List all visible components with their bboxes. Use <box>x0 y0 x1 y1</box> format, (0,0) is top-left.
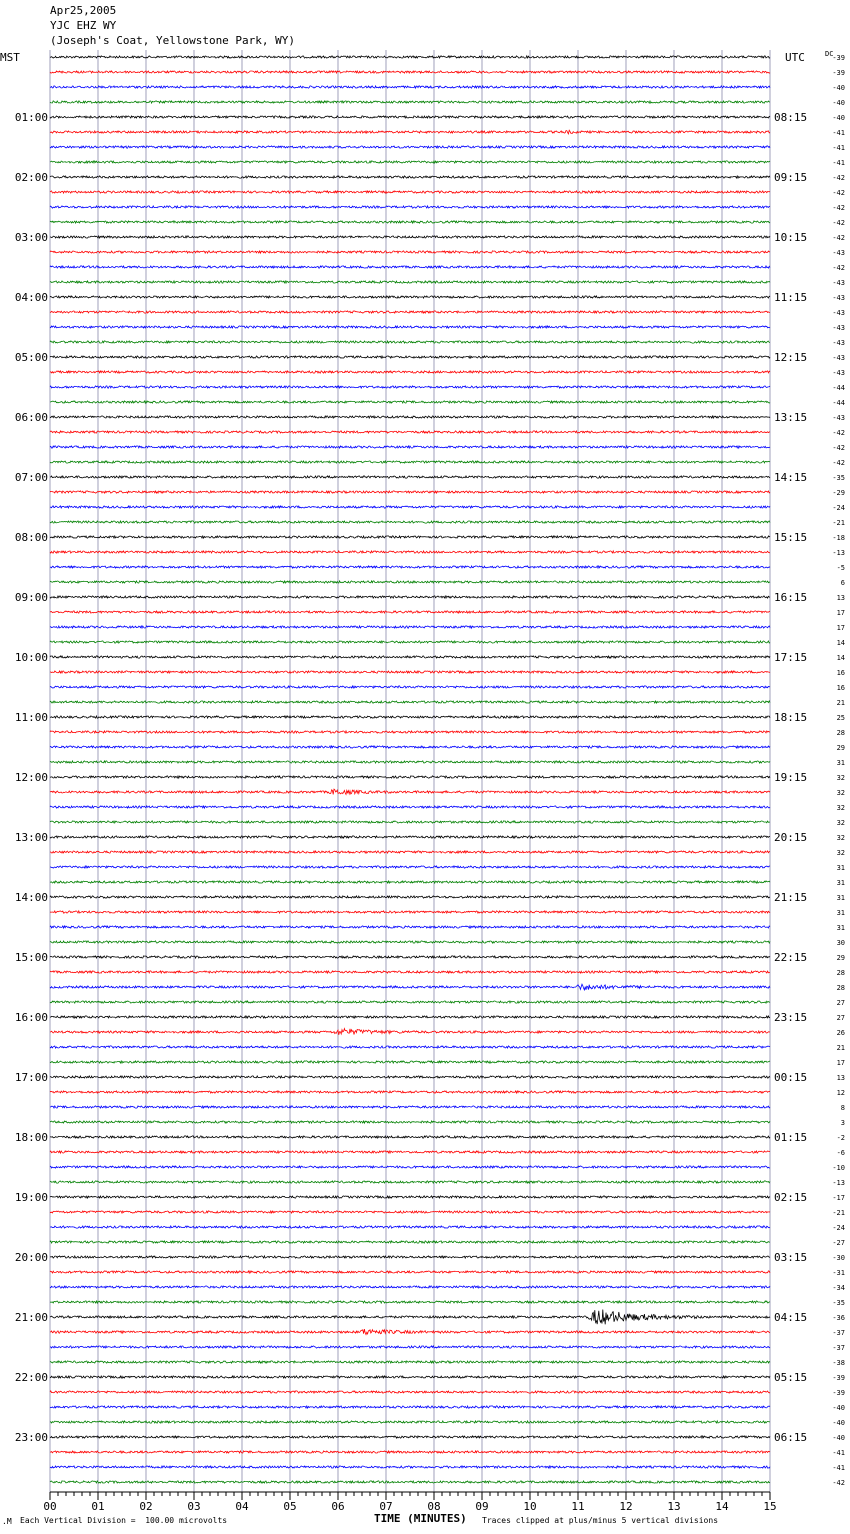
dc-offset-label: -43 <box>832 414 845 422</box>
trace-line <box>50 1329 770 1335</box>
dc-offset-label: 17 <box>836 1059 845 1067</box>
left-hour-label: 04:00 <box>14 291 48 304</box>
trace-line <box>50 611 770 613</box>
dc-offset-label: -43 <box>832 249 845 257</box>
x-tick-label: 09 <box>475 1500 489 1513</box>
left-hour-label: 20:00 <box>14 1251 48 1264</box>
dc-offset-label: 14 <box>836 639 845 647</box>
right-hour-label: 04:15 <box>774 1311 808 1324</box>
trace-line <box>50 236 770 238</box>
trace-line <box>50 1091 770 1093</box>
x-tick-label: 00 <box>43 1500 57 1513</box>
dc-offset-label: -44 <box>832 399 845 407</box>
dc-offset-label: 32 <box>836 849 845 857</box>
dc-offset-label: 6 <box>840 579 845 587</box>
dc-offset-label: 31 <box>836 924 845 932</box>
left-hour-label: 12:00 <box>14 771 48 784</box>
left-hour-label: 14:00 <box>14 891 48 904</box>
trace-line <box>50 1256 770 1258</box>
trace-line <box>50 161 770 163</box>
left-hour-label: 23:00 <box>14 1431 48 1444</box>
x-tick-label: 12 <box>619 1500 633 1513</box>
dc-offset-label: -35 <box>832 1299 845 1307</box>
trace-line <box>50 416 770 418</box>
dc-offset-label: 32 <box>836 774 845 782</box>
dc-offset-label: 26 <box>836 1029 845 1037</box>
dc-offset-label: -24 <box>832 504 845 512</box>
dc-offset-label: -37 <box>832 1344 845 1352</box>
trace-line <box>50 506 770 508</box>
dc-offset-label: -6 <box>836 1149 845 1157</box>
dc-offset-label: -42 <box>832 189 845 197</box>
dc-offset-label: -21 <box>832 519 845 527</box>
dc-offset-label: -43 <box>832 279 845 287</box>
trace-line <box>50 626 770 628</box>
dc-offset-label: -41 <box>832 1449 845 1457</box>
location-label: (Joseph's Coat, Yellowstone Park, WY) <box>50 34 296 47</box>
trace-line <box>50 701 770 703</box>
left-hour-label: 01:00 <box>14 111 48 124</box>
dc-offset-label: -42 <box>832 459 845 467</box>
trace-line <box>50 881 770 883</box>
trace-line <box>50 806 770 808</box>
trace-line <box>50 491 770 493</box>
trace-line <box>50 1029 770 1035</box>
dc-offset-label: -41 <box>832 129 845 137</box>
trace-line <box>50 671 770 673</box>
dc-offset-label: -34 <box>832 1284 845 1292</box>
dc-offset-label: 28 <box>836 729 845 737</box>
dc-offset-label: -10 <box>832 1164 845 1172</box>
trace-line <box>50 581 770 583</box>
dc-offset-label: 16 <box>836 669 845 677</box>
dc-offset-label: 31 <box>836 894 845 902</box>
left-hour-label: 19:00 <box>14 1191 48 1204</box>
dc-offset-label: 31 <box>836 864 845 872</box>
x-axis-title: TIME (MINUTES) <box>374 1512 467 1525</box>
trace-line <box>50 266 770 268</box>
dc-offset-label: 21 <box>836 1044 845 1052</box>
left-hour-label: 13:00 <box>14 831 48 844</box>
trace-line <box>50 1211 770 1213</box>
right-hour-label: 09:15 <box>774 171 808 184</box>
left-hour-label: 05:00 <box>14 351 48 364</box>
trace-line <box>50 116 770 118</box>
trace-line <box>50 851 770 853</box>
dc-offset-label: -13 <box>832 1179 845 1187</box>
dc-offset-label: -43 <box>832 339 845 347</box>
dc-offset-label: 30 <box>836 939 845 947</box>
trace-line <box>50 1310 770 1325</box>
x-tick-label: 14 <box>715 1500 729 1513</box>
trace-line <box>50 1061 770 1063</box>
left-hour-label: 09:00 <box>14 591 48 604</box>
trace-line <box>50 86 770 88</box>
trace-line <box>50 386 770 388</box>
trace-line <box>50 1016 770 1018</box>
right-hour-label: 22:15 <box>774 951 808 964</box>
trace-line <box>50 296 770 298</box>
left-axis-label: MST <box>0 51 20 64</box>
left-hour-label: 17:00 <box>14 1071 48 1084</box>
dc-offset-label: -43 <box>832 309 845 317</box>
dc-offset-label: 29 <box>836 744 845 752</box>
dc-offset-label: 27 <box>836 999 845 1007</box>
dc-offset-label: -36 <box>832 1314 845 1322</box>
dc-offset-label: -31 <box>832 1269 845 1277</box>
dc-offset-label: 29 <box>836 954 845 962</box>
x-tick-label: 11 <box>571 1500 585 1513</box>
dc-offset-label: -42 <box>832 1479 845 1487</box>
left-hour-label: 18:00 <box>14 1131 48 1144</box>
dc-offset-label: -35 <box>832 474 845 482</box>
right-hour-label: 23:15 <box>774 1011 808 1024</box>
trace-line <box>50 1181 770 1183</box>
trace-line <box>50 221 770 223</box>
trace-line <box>50 836 770 838</box>
trace-line <box>50 1241 770 1243</box>
dc-offset-label: -29 <box>832 489 845 497</box>
x-tick-label: 08 <box>427 1500 441 1513</box>
dc-offset-label: -39 <box>832 1374 845 1382</box>
trace-line <box>50 984 770 990</box>
right-hour-label: 10:15 <box>774 231 808 244</box>
left-hour-label: 16:00 <box>14 1011 48 1024</box>
trace-line <box>50 521 770 523</box>
scale-note: Each Vertical Division = 100.00 microvolts <box>20 1516 228 1525</box>
trace-line <box>50 1076 770 1078</box>
dc-offset-label: 28 <box>836 969 845 977</box>
dc-offset-label: -27 <box>832 1239 845 1247</box>
trace-line <box>50 1481 770 1483</box>
trace-line <box>50 1346 770 1348</box>
trace-line <box>50 1421 770 1423</box>
right-hour-label: 00:15 <box>774 1071 808 1084</box>
right-hour-label: 08:15 <box>774 111 808 124</box>
trace-line <box>50 146 770 148</box>
dc-offset-label: -42 <box>832 444 845 452</box>
dc-offset-label: -40 <box>832 99 845 107</box>
trace-line <box>50 1001 770 1003</box>
trace-line <box>50 656 770 658</box>
dc-offset-label: -5 <box>836 564 845 572</box>
right-hour-label: 19:15 <box>774 771 808 784</box>
trace-line <box>50 776 770 778</box>
dc-offset-label: 13 <box>836 1074 845 1082</box>
dc-offset-label: 13 <box>836 594 845 602</box>
trace-line <box>50 326 770 328</box>
trace-line <box>50 56 770 58</box>
trace-line <box>50 746 770 748</box>
dc-offset-label: -42 <box>832 234 845 242</box>
time-gridlines <box>50 50 770 1492</box>
dc-offset-label: 32 <box>836 819 845 827</box>
right-hour-label: 15:15 <box>774 531 808 544</box>
trace-line <box>50 251 770 253</box>
dc-offset-label: 32 <box>836 789 845 797</box>
trace-line <box>50 566 770 568</box>
dc-offset-label: 31 <box>836 909 845 917</box>
left-hour-label: 03:00 <box>14 231 48 244</box>
trace-line <box>50 1196 770 1198</box>
x-tick-label: 13 <box>667 1500 681 1513</box>
x-tick-label: 04 <box>235 1500 249 1513</box>
right-hour-label: 16:15 <box>774 591 808 604</box>
dc-offset-label: -40 <box>832 84 845 92</box>
trace-line <box>50 1376 770 1378</box>
x-tick-label: 01 <box>91 1500 105 1513</box>
right-hour-label: 12:15 <box>774 351 808 364</box>
trace-line <box>50 311 770 313</box>
dc-offset-label: 32 <box>836 804 845 812</box>
trace-line <box>50 356 770 358</box>
station-label: YJC EHZ WY <box>50 19 117 32</box>
x-tick-label: 10 <box>523 1500 537 1513</box>
trace-line <box>50 1166 770 1168</box>
trace-line <box>50 1286 770 1288</box>
trace-line <box>50 1391 770 1393</box>
trace-line <box>50 536 770 538</box>
dc-offset-label: -21 <box>832 1209 845 1217</box>
left-hour-label: 15:00 <box>14 951 48 964</box>
right-hour-label: 06:15 <box>774 1431 808 1444</box>
dc-offset-label: -40 <box>832 1419 845 1427</box>
trace-line <box>50 1106 770 1108</box>
dc-offset-label: 8 <box>840 1104 845 1112</box>
dc-offset-label: -43 <box>832 294 845 302</box>
dc-offset-label: -42 <box>832 174 845 182</box>
x-tick-label: 02 <box>139 1500 153 1513</box>
right-hour-label: 11:15 <box>774 291 808 304</box>
trace-line <box>50 941 770 943</box>
dc-offset-label: -24 <box>832 1224 845 1232</box>
trace-line <box>50 401 770 403</box>
trace-line <box>50 130 770 134</box>
trace-line <box>50 716 770 718</box>
trace-line <box>50 956 770 958</box>
dc-offset-label: -41 <box>832 1464 845 1472</box>
trace-line <box>50 1361 770 1363</box>
trace-line <box>50 1451 770 1453</box>
dc-offset-label: -41 <box>832 144 845 152</box>
trace-line <box>50 1121 770 1123</box>
trace-line <box>50 431 770 433</box>
dc-offset-label: -42 <box>832 219 845 227</box>
trace-line <box>50 1226 770 1228</box>
trace-line <box>50 101 770 103</box>
dc-offset-label: 12 <box>836 1089 845 1097</box>
footer-mark: .M <box>2 1517 12 1526</box>
trace-line <box>50 446 770 448</box>
trace-line <box>50 71 770 73</box>
dc-offset-label: 17 <box>836 609 845 617</box>
dc-offset-label: -39 <box>832 54 845 62</box>
dc-offset-label: 16 <box>836 684 845 692</box>
right-hour-label: 02:15 <box>774 1191 808 1204</box>
left-hour-label: 02:00 <box>14 171 48 184</box>
trace-line <box>50 371 770 373</box>
trace-line <box>50 686 770 688</box>
trace-line <box>50 191 770 193</box>
seismic-traces <box>50 56 770 1483</box>
x-axis <box>43 1492 776 1513</box>
trace-line <box>50 596 770 598</box>
dc-offset-label: -39 <box>832 1389 845 1397</box>
clip-note: Traces clipped at plus/minus 5 vertical divisions <box>482 1516 719 1525</box>
dc-offset-label: -40 <box>832 1434 845 1442</box>
trace-line <box>50 551 770 553</box>
dc-offset-label: -43 <box>832 369 845 377</box>
left-hour-label: 10:00 <box>14 651 48 664</box>
trace-line <box>50 1151 770 1153</box>
trace-line <box>50 821 770 823</box>
trace-line <box>50 896 770 898</box>
right-hour-label: 17:15 <box>774 651 808 664</box>
trace-line <box>50 341 770 343</box>
right-hour-label: 21:15 <box>774 891 808 904</box>
trace-line <box>50 1466 770 1468</box>
right-hour-label: 18:15 <box>774 711 808 724</box>
dc-offset-label: -2 <box>836 1134 845 1142</box>
dc-offset-label: -41 <box>832 159 845 167</box>
dc-offset-label: -40 <box>832 1404 845 1412</box>
x-tick-label: 03 <box>187 1500 201 1513</box>
trace-line <box>50 1436 770 1438</box>
dc-offset-label: -39 <box>832 69 845 77</box>
trace-line <box>50 1406 770 1408</box>
right-hour-label: 01:15 <box>774 1131 808 1144</box>
x-tick-label: 15 <box>763 1500 777 1513</box>
dc-offset-label: 21 <box>836 699 845 707</box>
dc-offset-label: 25 <box>836 714 845 722</box>
dc-offset-label: -43 <box>832 324 845 332</box>
date-label: Apr25,2005 <box>50 4 117 17</box>
dc-offset-label: 31 <box>836 879 845 887</box>
trace-line <box>50 789 770 794</box>
trace-line <box>50 971 770 973</box>
dc-offset-label: 14 <box>836 654 845 662</box>
dc-offset-label: -40 <box>832 114 845 122</box>
right-hour-label: 14:15 <box>774 471 808 484</box>
dc-offset-label: -30 <box>832 1254 845 1262</box>
dc-offset-label: -42 <box>832 429 845 437</box>
trace-line <box>50 1271 770 1273</box>
trace-line <box>50 1301 770 1303</box>
trace-line <box>50 206 770 208</box>
dc-offset-label: -42 <box>832 264 845 272</box>
left-hour-label: 08:00 <box>14 531 48 544</box>
dc-label: DC <box>825 50 834 58</box>
left-hour-label: 06:00 <box>14 411 48 424</box>
right-hour-label: 20:15 <box>774 831 808 844</box>
dc-offset-label: -17 <box>832 1194 845 1202</box>
dc-offset-label: -44 <box>832 384 845 392</box>
dc-offset-label: -37 <box>832 1329 845 1337</box>
trace-line <box>50 866 770 868</box>
x-tick-label: 05 <box>283 1500 297 1513</box>
trace-line <box>50 911 770 913</box>
x-tick-label: 07 <box>379 1500 393 1513</box>
trace-line <box>50 461 770 463</box>
right-hour-label: 03:15 <box>774 1251 808 1264</box>
dc-offset-label: 27 <box>836 1014 845 1022</box>
dc-offset-label: 32 <box>836 834 845 842</box>
left-hour-label: 07:00 <box>14 471 48 484</box>
dc-offset-label: -43 <box>832 354 845 362</box>
trace-line <box>50 731 770 733</box>
right-hour-label: 05:15 <box>774 1371 808 1384</box>
left-hour-label: 21:00 <box>14 1311 48 1324</box>
right-axis-label: UTC <box>785 51 805 64</box>
dc-offset-label: -38 <box>832 1359 845 1367</box>
dc-offset-label: -42 <box>832 204 845 212</box>
left-hour-label: 22:00 <box>14 1371 48 1384</box>
dc-offset-label: -13 <box>832 549 845 557</box>
trace-line <box>50 176 770 178</box>
dc-offset-label: -18 <box>832 534 845 542</box>
x-tick-label: 06 <box>331 1500 345 1513</box>
trace-line <box>50 1046 770 1048</box>
dc-offset-label: 31 <box>836 759 845 767</box>
right-hour-label: 13:15 <box>774 411 808 424</box>
trace-line <box>50 281 770 283</box>
trace-line <box>50 1136 770 1138</box>
trace-line <box>50 761 770 763</box>
trace-line <box>50 926 770 928</box>
trace-line <box>50 476 770 478</box>
dc-offset-label: 17 <box>836 624 845 632</box>
dc-offset-label: 3 <box>840 1119 845 1127</box>
left-hour-label: 11:00 <box>14 711 48 724</box>
dc-offset-label: 28 <box>836 984 845 992</box>
trace-line <box>50 641 770 643</box>
